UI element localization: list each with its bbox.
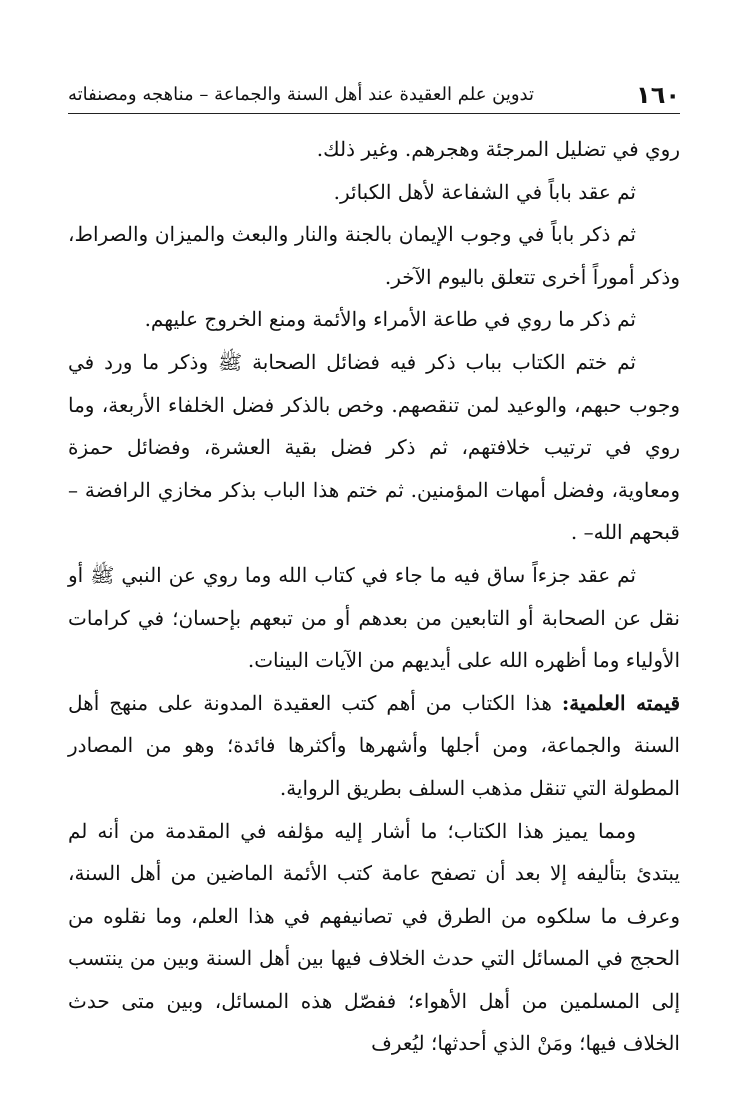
paragraph: ثم ذكر باباً في وجوب الإيمان بالجنة والنار والبعث والميزان والصراط، وذكر أموراً أخرى تتعلق باليوم الآخر. — [68, 222, 680, 289]
paragraph-text: هذا الكتاب من أهم كتب العقيدة المدونة على منهج أهل السنة والجماعة، ومن أجلها وأشهرها وأكثرها فائدة؛ وهو من المصادر المطولة التي تنقل مذهب السلف بطريق الرواية. — [68, 690, 680, 800]
paragraph: ثم عقد جزءاً ساق فيه ما جاء في كتاب الله وما روي عن النبي ﷺ أو نقل عن الصحابة أو التابعين من بعدهم أو من تبعهم بإحسان؛ في كرامات الأولياء وما أظهره الله على أيديهم من الآيات البينات. — [68, 562, 680, 673]
paragraph-scholarly-value — [68, 682, 680, 810]
page-header — [68, 70, 680, 110]
paragraph: روي في تضليل المرجئة وهجرهم. وغير ذلك. — [316, 137, 680, 161]
paragraph: ثم ذكر ما روي في طاعة الأمراء والأئمة ومنع الخروج عليهم. — [144, 307, 636, 332]
header-divider — [68, 113, 680, 114]
section-label: قيمته العلمية: — [561, 690, 680, 715]
paragraph: ثم ختم الكتاب بباب ذكر فيه فضائل الصحابة ﷺ وذكر ما ورد في وجوب حبهم، والوعيد لمن تنقصهم. وخص بالذكر فضل الخلفاء الأربعة، وما روي في ترتيب خلافتهم، ثم ذكر فضل بقية العشرة، وفضائل حمزة ومعاوية، وفضل أمهات المؤمنين. ثم ختم هذا الباب بذكر مخازي الرافضة – قبحهم الله– . — [68, 349, 681, 545]
page-number: ١٦٠ — [636, 81, 680, 109]
running-title: تدوين علم العقيدة عند أهل السنة والجماعة – مناهجه ومصنفاته — [68, 84, 535, 105]
paragraph: ثم عقد باباً في الشفاعة لأهل الكبائر. — [333, 179, 636, 204]
paragraph: ومما يميز هذا الكتاب؛ ما أشار إليه مؤلفه في المقدمة من أنه لم يبتدئ بتأليفه إلا بعد أن تصفح عامة كتب الأئمة الماضين من أهل السنة، وعرف ما سلكوه من الطرق في تصانيفهم في هذا العلم، وما نقلوه من الحجج في المسائل التي حدث الخلاف فيها بين أهل السنة وبين من ينتسب إلى المسلمين من أهل الأهواء؛ ففصّل هذه المسائل، وبين متى حدث الخلاف فيها؛ ومَنْ الذي أحدثها؛ ليُعرف — [68, 818, 680, 1056]
page-body — [68, 128, 680, 1065]
